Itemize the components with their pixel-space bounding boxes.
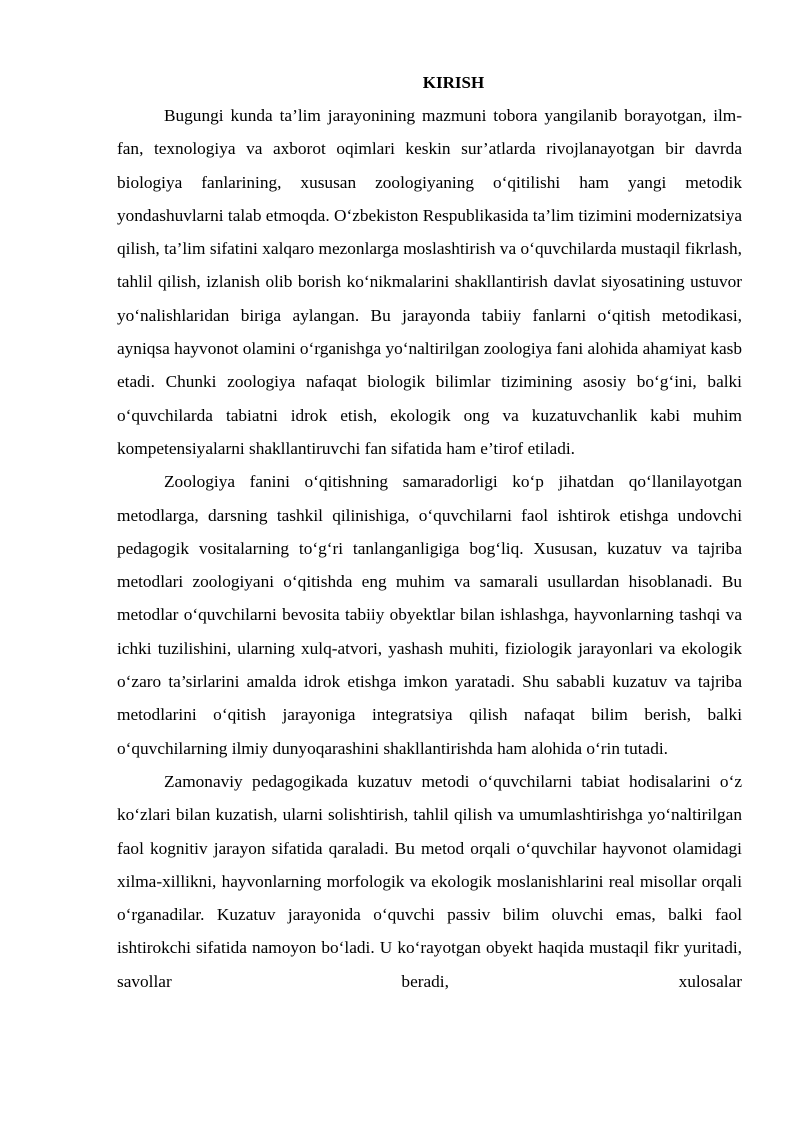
document-page: [117, 72, 742, 998]
document-title: KIRISH: [422, 73, 485, 92]
paragraph-1: Bugungi kunda ta’lim jarayonining mazmuni tobora yangilanib borayotgan, ilm-fan, texnologiya va axborot oqimlari keskin sur’atlarda rivojlanayotgan bir davrda biologiya fanlarining, xususan zoologiyaning o‘qitilishi ham yangi metodik yondashuvlarni talab etmoqda. O‘zbekiston Respublikasida ta’lim tizimini modernizatsiya qilish, ta’lim sifatini xalqaro mezonlarga moslashtirish va o‘quvchilarda mustaqil fikrlash, tahlil qilish, izlanish olib borish ko‘nikmalarini shakllantirish davlat siyosatining ustuvor yo‘nalishlaridan biriga aylangan. Bu jarayonda tabiiy fanlarni o‘qitish metodikasi, ayniqsa hayvonot olamini o‘rganishga yo‘naltirilgan zoologiya fani alohida ahamiyat kasb etadi. Chunki zoologiya nafaqat biologik bilimlar tizimining asosiy bo‘g‘ini, balki o‘quvchilarda tabiatni idrok etish, ekologik ong va kuzatuvchanlik kabi muhim kompetensiyalarni shakllantiruvchi fan sifatida ham e’tirof etiladi.: [117, 106, 743, 458]
paragraph-3: Zamonaviy pedagogikada kuzatuv metodi o‘quvchilarni tabiat hodisalarini o‘z ko‘zlari bilan kuzatish, ularni solishtirish, tahlil qilish va umumlashtirishga yo‘naltirilgan faol kognitiv jarayon sifatida qaraladi. Bu metod orqali o‘quvchilar hayvonot olamidagi xilma-xillikni, hayvonlarning morfologik va ekologik moslanishlarini real misollar orqali o‘rganadilar. Kuzatuv jarayonida o‘quvchi passiv bilim oluvchi emas, balki faol ishtirokchi sifatida namoyon bo‘ladi. U ko‘rayotgan obyekt haqida mustaqil fikr yuritadi, savollar beradi, xulosalar: [117, 771, 742, 991]
paragraph-2: Zoologiya fanini o‘qitishning samaradorligi ko‘p jihatdan qo‘llanilayotgan metodlarga, darsning tashkil qilinishiga, o‘quvchilarni faol ishtirok etishga undovchi pedagogik vositalarning to‘g‘ri tanlanganligiga bog‘liq. Xususan, kuzatuv va tajriba metodlari zoologiyani o‘qitishda eng muhim va samarali usullardan hisoblanadi. Bu metodlar o‘quvchilarni bevosita tabiiy obyektlar bilan ishlashga, hayvonlarning tashqi va ichki tuzilishini, ularning xulq-atvori, yashash muhiti, fiziologik jarayonlari va ekologik o‘zaro ta’sirlarini amalda idrok etishga imkon yaratadi. Shu sababli kuzatuv va tajriba metodlarini o‘qitish jarayoniga integratsiya qilish nafaqat bilim berish, balki o‘quvchilarning ilmiy dunyoqarashini shakllantirishda ham alohida o‘rin tutadi.: [117, 472, 742, 758]
